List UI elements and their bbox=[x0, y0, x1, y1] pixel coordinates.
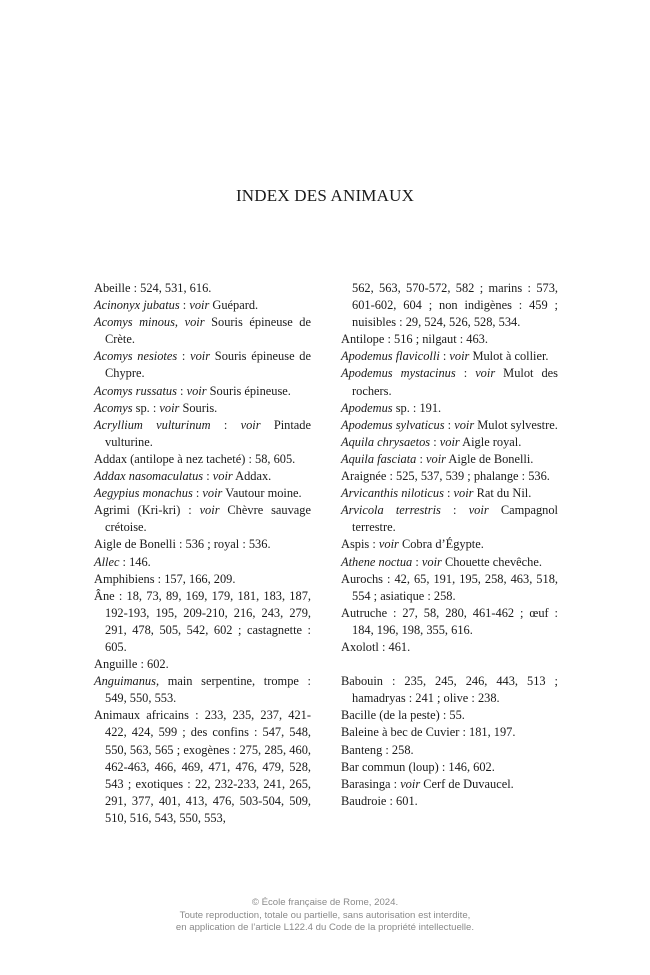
entry-text: : 461. bbox=[378, 639, 411, 654]
entry-see-also: voir bbox=[475, 366, 496, 381]
index-entry bbox=[94, 673, 311, 707]
entry-reference: Cobra d’Égypte. bbox=[398, 537, 484, 552]
index-entry bbox=[94, 536, 311, 553]
entry-text: : 602. bbox=[137, 657, 169, 672]
entry-term-italic: Acomys russatus bbox=[94, 383, 177, 398]
index-entry bbox=[341, 639, 558, 656]
index-entry bbox=[94, 314, 311, 348]
index-entry bbox=[94, 417, 311, 451]
entry-text: 562, 563, 570-572, 582 ; marins : 573, 601-602, 604 ; non indigènes : 459 ; nuisibles : 29, 524, 526, 528, 534. bbox=[352, 281, 558, 330]
index-entry bbox=[341, 400, 558, 417]
entry-term: Aigle de Bonelli bbox=[94, 537, 176, 552]
entry-text: : 258. bbox=[382, 742, 414, 757]
entry-term-italic: Acomys minous, bbox=[94, 315, 179, 330]
entry-see-also: voir bbox=[454, 417, 475, 432]
copyright-footer bbox=[0, 897, 650, 935]
entry-text: : 18, 73, 89, 169, 179, 181, 183, 187, 192-193, 195, 209-210, 216, 243, 279, 291, 478, 505, 542, 602 ; castagnette : 605. bbox=[105, 588, 311, 654]
entry-text: : 524, 531, 616. bbox=[130, 281, 212, 295]
entry-term: Bacille bbox=[341, 708, 377, 723]
index-column-right bbox=[341, 280, 558, 827]
entry-term-italic: Aegypius monachus bbox=[94, 486, 193, 501]
entry-text: : bbox=[412, 554, 422, 569]
index-entry bbox=[94, 502, 311, 536]
entry-text: : bbox=[416, 451, 427, 466]
entry-term: Bar commun bbox=[341, 759, 406, 774]
entry-see-also: voir bbox=[240, 417, 261, 432]
entry-text: : bbox=[455, 366, 476, 381]
index-entry bbox=[341, 348, 558, 365]
entry-text: : bbox=[440, 503, 469, 518]
entry-text: : 42, 65, 191, 195, 258, 463, 518, 554 ; asiatique : 258. bbox=[352, 571, 558, 603]
index-entry bbox=[341, 759, 558, 776]
entry-reference: Souris épineuse. bbox=[206, 383, 291, 398]
index-entry bbox=[94, 571, 311, 588]
entry-text: : 27, 58, 280, 461-462 ; œuf : 184, 196, 198, 355, 616. bbox=[352, 605, 558, 637]
entry-see-also: voir bbox=[184, 315, 205, 330]
entry-term: Abeille bbox=[94, 281, 131, 295]
entry-text: : bbox=[369, 537, 379, 552]
index-entry bbox=[341, 451, 558, 468]
index-entry bbox=[94, 588, 311, 656]
page-title: INDEX DES ANIMAUX bbox=[235, 186, 415, 205]
entry-text: main serpentine, trompe : 549, 550, 553. bbox=[105, 674, 311, 706]
index-entry bbox=[341, 280, 558, 331]
entry-term-italic: Apodemus mystacinus bbox=[341, 366, 456, 381]
index-entry bbox=[341, 742, 558, 759]
entry-term-italic: Acryllium vulturinum bbox=[94, 417, 211, 432]
entry-text: (de la peste) : 55. bbox=[376, 708, 465, 723]
entry-reference: Souris épineuse de Chypre. bbox=[105, 349, 311, 381]
entry-term: Barasinga bbox=[341, 776, 391, 791]
entry-term-italic: Allec bbox=[94, 554, 120, 569]
index-entry bbox=[341, 605, 558, 639]
entry-text: : bbox=[203, 469, 213, 484]
entry-reference: Mulot des rochers. bbox=[352, 366, 558, 398]
entry-see-also: voir bbox=[190, 349, 211, 364]
entry-text: : bbox=[210, 417, 241, 432]
index-entry bbox=[341, 724, 558, 741]
entry-reference: Vautour moine. bbox=[222, 486, 302, 501]
entry-term: Âne bbox=[94, 588, 115, 603]
entry-text: sp. : bbox=[132, 400, 160, 415]
entry-text: : bbox=[439, 349, 450, 364]
entry-reference: Campagnol terrestre. bbox=[352, 503, 558, 535]
entry-see-also: voir bbox=[159, 400, 180, 415]
entry-term: Addax bbox=[94, 451, 128, 466]
entry-see-also: voir bbox=[468, 503, 489, 518]
entry-text: : bbox=[443, 486, 454, 501]
entry-see-also: voir bbox=[378, 537, 399, 552]
entry-term-italic: Arvicanthis niloticus bbox=[341, 486, 444, 501]
entry-text: (loup) : 146, 602. bbox=[405, 759, 495, 774]
entry-term-italic: Apodemus bbox=[341, 400, 393, 415]
entry-term-italic: Aquila chrysaetos bbox=[341, 434, 431, 449]
entry-text: : bbox=[176, 383, 187, 398]
index-entry bbox=[341, 707, 558, 724]
entry-term: Aspis bbox=[341, 537, 370, 552]
entry-term-italic: Addax nasomaculatus bbox=[94, 469, 204, 484]
footer-line: en application de l’article L122.4 du Code de la propriété intellectuelle. bbox=[175, 922, 475, 934]
entry-see-also: voir bbox=[421, 554, 442, 569]
entry-reference: Souris. bbox=[179, 400, 218, 415]
entry-text: : bbox=[430, 434, 440, 449]
entry-term: Antilope bbox=[341, 332, 385, 347]
index-entry bbox=[94, 383, 311, 400]
entry-text: : 157, 166, 209. bbox=[154, 571, 236, 586]
entry-term-italic: Athene noctua bbox=[341, 554, 413, 569]
index-entry bbox=[94, 485, 311, 502]
index-entry bbox=[94, 468, 311, 485]
entry-term-italic: Apodemus sylvaticus bbox=[341, 417, 445, 432]
entry-see-also: voir bbox=[189, 298, 210, 313]
entry-text: (Kri-kri) : bbox=[129, 503, 200, 518]
index-entry bbox=[94, 297, 311, 314]
entry-text: : 146. bbox=[119, 554, 151, 569]
entry-text bbox=[178, 315, 185, 329]
entry-text: : 516 ; nilgaut : 463. bbox=[384, 332, 488, 347]
entry-term: Aurochs bbox=[341, 571, 383, 586]
entry-term-italic: Arvicola terrestris bbox=[341, 503, 441, 518]
entry-see-also: voir bbox=[199, 503, 220, 518]
entry-reference: Addax. bbox=[232, 469, 272, 484]
entry-reference: Souris épineuse de Crète. bbox=[105, 315, 311, 347]
entry-text: : bbox=[192, 486, 203, 501]
index-entry bbox=[94, 280, 311, 297]
entry-see-also: voir bbox=[439, 434, 460, 449]
entry-term: Babouin bbox=[341, 674, 383, 689]
entry-text: : bbox=[444, 417, 455, 432]
entry-text: : 525, 537, 539 ; phalange : 536. bbox=[386, 469, 550, 484]
entry-term-italic: Acomys nesiotes bbox=[94, 349, 178, 364]
entry-term: Baudroie bbox=[341, 793, 387, 808]
entry-term: Axolotl bbox=[341, 639, 379, 654]
entry-text: : 235, 245, 246, 443, 513 ; hamadryas : 241 ; olive : 238. bbox=[352, 674, 558, 706]
index-column-left bbox=[94, 280, 311, 827]
footer-line: Toute reproduction, totale ou partielle, sans autorisation est interdite, bbox=[179, 909, 471, 921]
index-entry bbox=[341, 673, 558, 707]
entry-term-italic: Acomys bbox=[94, 400, 133, 415]
entry-reference: Aigle royal. bbox=[459, 434, 522, 449]
entry-see-also: voir bbox=[453, 486, 474, 501]
index-entry bbox=[341, 468, 558, 485]
entry-text: : 181, 197. bbox=[459, 725, 516, 740]
entry-see-also: voir bbox=[449, 349, 470, 364]
entry-reference: Chèvre sauvage crétoise. bbox=[105, 503, 311, 535]
index-entry bbox=[341, 571, 558, 605]
index-entry bbox=[341, 776, 558, 793]
entry-see-also: voir bbox=[400, 776, 421, 791]
index-entry bbox=[94, 707, 311, 827]
entry-term-italic: Apodemus flavicolli bbox=[341, 349, 440, 364]
entry-term: Animaux africains bbox=[94, 708, 189, 723]
entry-text: : 601. bbox=[386, 793, 418, 808]
entry-see-also: voir bbox=[212, 469, 233, 484]
entry-reference: Pintade vulturine. bbox=[105, 417, 312, 449]
entry-text: : 536 ; royal : 536. bbox=[175, 537, 271, 552]
entry-reference: Mulot sylvestre. bbox=[474, 417, 558, 432]
index-entry bbox=[94, 400, 311, 417]
index-entry bbox=[94, 656, 311, 673]
index-entry bbox=[341, 434, 558, 451]
entry-text: : 233, 235, 237, 421-422, 424, 599 ; des confins : 547, 548, 550, 563, 565 ; exogènes : 275, 285, 460, 462-463, 466, 469, 471, 476, 479, 528, 543 ; exotiques : 22, 232-233, 241, 265, 291, 377, 401, 413, 476, 503-504, 509, 510, 516, 543, 550, 553, bbox=[105, 708, 311, 825]
entry-reference: Mulot à collier. bbox=[469, 349, 549, 364]
index-entry bbox=[94, 554, 311, 571]
entry-text: : bbox=[390, 776, 401, 791]
index-entry bbox=[94, 451, 311, 468]
index-entry bbox=[341, 793, 558, 810]
index-entry bbox=[341, 502, 558, 536]
entry-reference: Guépard. bbox=[209, 298, 259, 313]
letter-gap bbox=[341, 656, 558, 673]
entry-term: Autruche bbox=[341, 605, 388, 620]
entry-see-also: voir bbox=[426, 451, 446, 466]
index-entry bbox=[341, 331, 558, 348]
entry-reference: Chouette chevêche. bbox=[441, 554, 542, 569]
index-entry bbox=[341, 554, 558, 571]
entry-term: Anguille bbox=[94, 657, 138, 672]
entry-text: (antilope à nez tacheté) : 58, 605. bbox=[127, 451, 296, 466]
entry-text: sp. : 191. bbox=[392, 400, 442, 415]
entry-term: Araignée bbox=[341, 469, 387, 484]
footer-line: © École française de Rome, 2024. bbox=[251, 897, 399, 908]
entry-term-italic: Aquila fasciata bbox=[341, 451, 417, 466]
entry-term-italic: Acinonyx jubatus bbox=[94, 298, 180, 313]
index-entry bbox=[341, 536, 558, 553]
index-entry bbox=[94, 348, 311, 382]
entry-reference: Rat du Nil. bbox=[473, 486, 532, 501]
entry-term: Baleine à bec de Cuvier bbox=[341, 725, 460, 740]
entry-term: Agrimi bbox=[94, 503, 130, 518]
entry-reference: Cerf de Duvaucel. bbox=[420, 776, 514, 791]
entry-text: : bbox=[177, 349, 191, 364]
index-columns bbox=[94, 280, 558, 827]
entry-term-italic: Anguimanus, bbox=[94, 674, 160, 689]
index-entry bbox=[341, 417, 558, 434]
entry-term: Banteng bbox=[341, 742, 383, 757]
entry-text: : bbox=[179, 298, 190, 313]
entry-see-also: voir bbox=[186, 383, 207, 398]
entry-term: Amphibiens bbox=[94, 571, 155, 586]
index-entry bbox=[341, 365, 558, 399]
index-entry bbox=[341, 485, 558, 502]
entry-see-also: voir bbox=[202, 486, 223, 501]
entry-reference: Aigle de Bonelli. bbox=[445, 451, 534, 466]
